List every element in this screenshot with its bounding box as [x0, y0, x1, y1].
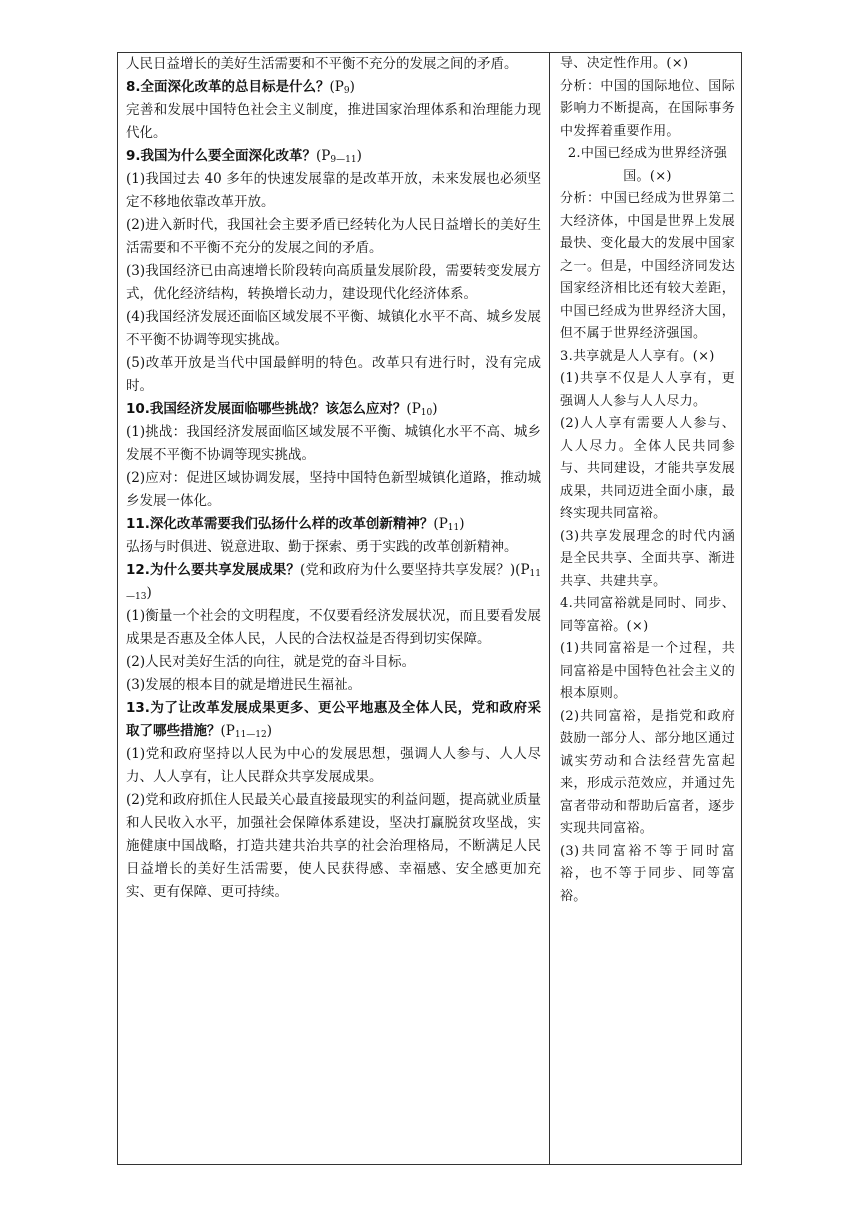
right-point-3-2: (2)人人享有需要人人参与、人人尽力。全体人民共同参与、共同建设，才能共享发展成果，共同迈进全面小康，最终实现共同富裕。 [560, 416, 735, 521]
answer-12-3: (3)发展的根本目的就是增进民生福祉。 [126, 677, 362, 693]
right-column [550, 53, 742, 908]
right-point-4-2: (2)共同富裕，是指党和政府鼓励一部分人、部分地区通过诚实劳动和合法经营先富起来，形成示范效应，并通过先富者带动和帮助后富者，逐步实现共同富裕。 [560, 708, 735, 836]
left-column [118, 53, 549, 904]
question-13: 13.为了让改革发展成果更多、更公平地惠及全体人民，党和政府采取了哪些措施？$(P_{11—12})$ [126, 700, 541, 740]
right-point-4-1: (1)共同富裕是一个过程，共同富裕是中国特色社会主义的根本原则。 [560, 641, 735, 701]
right-analysis-2: 分析：中国已经成为世界第二大经济体，中国是世界上发展最快、变化最大的发展中国家之一。但是，中国经济同发达国家经济相比还有较大差距，中国已经成为世界经济大国，但不属于世界经济强国。 [560, 191, 735, 341]
right-point-4-3: (3)共同富裕不等于同时富裕，也不等于同步、同等富裕。 [560, 843, 735, 904]
question-12: 12.为什么要共享发展成果？(党和政府为什么要坚持共享发展？)$(P_{11—13})$ [126, 562, 541, 602]
right-point-3-1: (1)共享不仅是人人享有，更强调人人参与人人尽力。 [560, 371, 735, 409]
left-para-1: 人民日益增长的美好生活需要和不平衡不充分的发展之间的矛盾。 [126, 56, 518, 72]
answer-10-1: (1)挑战：我国经济发展面临区域发展不平衡、城镇化水平不高、城乡发展不平衡不协调等现实挑战。 [126, 424, 541, 463]
answer-9-2: (2)进入新时代，我国社会主要矛盾已经转化为人民日益增长的美好生活需要和不平衡不充分的发展之间的矛盾。 [126, 217, 541, 256]
right-para-1: 导、决定性作用。(×) [560, 56, 689, 71]
answer-12-1: (1)衡量一个社会的文明程度，不仅要看经济发展状况，而且要看发展成果是否惠及全体人民，人民的合法权益是否得到切实保障。 [126, 608, 541, 647]
answer-10-2: (2)应对：促进区域协调发展，坚持中国特色新型城镇化道路，推动城乡发展一体化。 [126, 470, 541, 509]
answer-13-1: (1)党和政府坚持以人民为中心的发展思想，强调人人参与、人人尽力、人人享有，让人民群众共享发展成果。 [126, 746, 541, 785]
answer-12-2: (2)人民对美好生活的向往，就是党的奋斗目标。 [126, 654, 416, 670]
right-statement-3: 3.共享就是人人享有。(×) [560, 348, 715, 364]
right-analysis-1: 分析：中国的国际地位、国际影响力不断提高，在国际事务中发挥着重要作用。 [560, 78, 735, 139]
answer-9-5: (5)改革开放是当代中国最鲜明的特色。改革只有进行时，没有完成时。 [126, 355, 541, 394]
answer-11: 弘扬与时俱进、锐意进取、勤于探索、勇于实践的改革创新精神。 [126, 539, 518, 555]
question-8: 8.全面深化改革的总目标是什么？$(P_9)$ [126, 79, 355, 96]
question-9: 9.我国为什么要全面深化改革？$(P_{9—11})$ [126, 148, 362, 165]
right-point-3-3: (3)共享发展理念的时代内涵是全民共享、全面共享、渐进共享、共建共享。 [560, 528, 735, 589]
answer-9-3: (3)我国经济已由高速增长阶段转向高质量发展阶段，需要转变发展方式，优化经济结构，转换增长动力，建设现代化经济体系。 [126, 263, 541, 302]
question-11: 11.深化改革需要我们弘扬什么样的改革创新精神？$(P_{11})$ [126, 516, 465, 533]
right-statement-4: 4.共同富裕就是同时、同步、同等富裕。(×) [560, 596, 735, 634]
answer-9-1: (1)我国过去 40 多年的快速发展靠的是改革开放，未来发展也必须坚定不移地依靠改革开放。 [126, 171, 541, 210]
answer-9-4: (4)我国经济发展还面临区域发展不平衡、城镇化水平不高、城乡发展不平衡不协调等现实挑战。 [126, 309, 541, 348]
question-10: 10.我国经济发展面临哪些挑战？该怎么应对？$(P_{10})$ [126, 401, 438, 418]
right-statement-2: 2.中国已经成为世界经济强国。(×) [567, 146, 728, 184]
answer-13-2: (2)党和政府抓住人民最关心最直接最现实的利益问题，提高就业质量和人民收入水平，加强社会保障体系建设，坚决打赢脱贫攻坚战，实施健康中国战略，打造共建共治共享的社会治理格局，不断满足人民日益增长的美好生活需要，使人民获得感、幸福感、安全感更加充实、更有保障、更可持续。 [126, 792, 541, 900]
answer-8: 完善和发展中国特色社会主义制度，推进国家治理体系和治理能力现代化。 [126, 102, 541, 141]
content-table [117, 52, 742, 1165]
